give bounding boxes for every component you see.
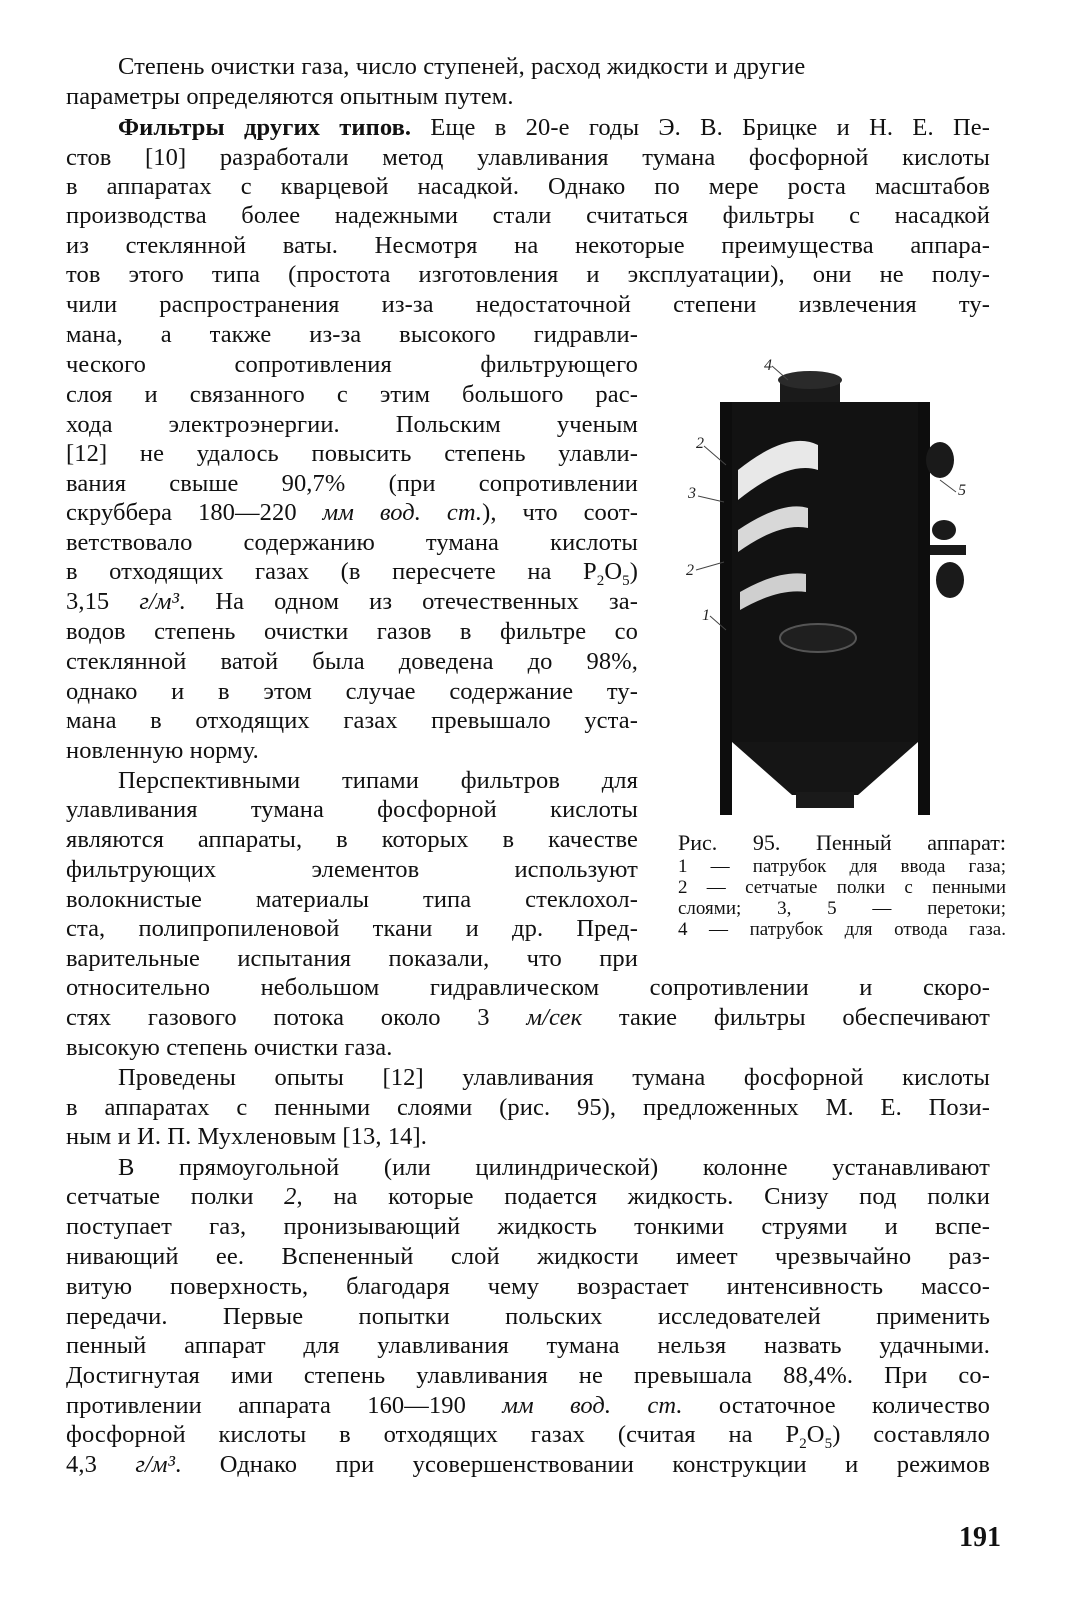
figure-label-4: 4 (764, 357, 772, 374)
figure-label-1: 1 (702, 607, 710, 624)
text-line: Степень очистки газа, число ступеней, расход жидкости и другие (118, 53, 806, 80)
text-line: вания свыше 90,7% (при сопротивлении (66, 470, 638, 497)
text-line (66, 1420, 990, 1450)
unit-text: м/сек (526, 1004, 583, 1031)
drain-pipe (796, 792, 854, 808)
caption-line: 1 — патрубок для ввода газа; (678, 856, 1006, 877)
text-line: слоя и связанного с этим большого рас- (66, 381, 638, 408)
foam-apparatus-figure (668, 330, 1013, 815)
text-span: 3,15 (66, 588, 140, 615)
caption-line: слоями; 3, 5 — перетоки; (678, 898, 1006, 919)
column-cone (732, 742, 918, 795)
text-line: чили распространения из-за недостаточной степени извлечения ту- (66, 291, 990, 318)
text-line: новленную норму. (66, 737, 259, 764)
text-line: ста, полипропиленовой ткани и др. Пред- (66, 915, 638, 942)
figure-label-3: 3 (688, 485, 696, 502)
text-span: . На одном из отечественных за- (179, 588, 638, 615)
overflow-pipe-knob (932, 520, 956, 540)
text-line: в аппаратах с кварцевой насадкой. Однако по мере роста масштабов (66, 173, 990, 200)
text-line (66, 1450, 990, 1480)
text-line: являются аппараты, в которых в качестве (66, 826, 638, 853)
text-span: фосфорной кислоты в отходящих газах (считая на P (66, 1421, 800, 1448)
caption-line: 2 — сетчатые полки с пенными (678, 877, 1006, 898)
text-line: водов степень очистки газов в фильтре со (66, 618, 638, 645)
text-span: O (806, 1421, 825, 1448)
text-line: параметры определяются опытным путем. (66, 83, 514, 110)
text-line: ветствовало содержанию тумана кислоты (66, 529, 638, 556)
column-leg (720, 402, 732, 815)
text-line: фильтрующих элементов используют (66, 856, 638, 883)
text-line: волокнистые материалы типа стеклохол- (66, 886, 638, 913)
paragraph-heading-line (118, 113, 990, 143)
text-line: передачи. Первые попытки польских исследователей применить (66, 1303, 990, 1330)
text-line (66, 587, 638, 617)
text-span: 4,3 (66, 1451, 136, 1478)
text-line: ческого сопротивления фильтрующего (66, 351, 638, 378)
ref-number: 2 (284, 1183, 297, 1210)
text-line: хода электроэнергии. Польским ученым (66, 411, 638, 438)
text-span: . Однако при усовершенствовании конструкции и режимов (175, 1451, 990, 1478)
text-line: в аппаратах с пенными слоями (рис. 95), предложенных М. Е. Пози- (66, 1094, 990, 1121)
text-line: мана, а также из-за высокого гидравли- (66, 321, 638, 348)
subscript: 2 (596, 572, 605, 587)
text-line (66, 1182, 990, 1212)
text-span: Еще в 20-е годы Э. В. Брицке и Н. Е. Пе- (411, 114, 990, 141)
overflow-pipe (930, 545, 966, 555)
caption-line: 4 — патрубок для отвода газа. (678, 919, 1006, 940)
figure-label-2b: 2 (686, 562, 694, 579)
text-line (66, 1003, 990, 1033)
text-line: производства более надежными стали считаться фильтры с насадкой (66, 202, 990, 229)
text-line: относительно небольшом гидравлическом сопротивлении и скоро- (66, 974, 990, 1001)
text-line: тов этого типа (простота изготовления и эксплуатации), они не полу- (66, 261, 990, 288)
text-line: однако и в этом случае содержание ту- (66, 678, 638, 705)
text-span: в отходящих газах (в пересчете на P (66, 558, 597, 585)
text-line: пенный аппарат для улавливания тумана нельзя назвать удачными. (66, 1332, 990, 1359)
text-line: варительные испытания показали, что при (66, 945, 638, 972)
figure-label-5: 5 (958, 482, 966, 499)
text-line: Перспективными типами фильтров для (118, 767, 638, 794)
text-span: ) (629, 558, 638, 585)
overflow-pipe-5 (926, 442, 954, 478)
subscript: 2 (799, 1435, 807, 1450)
text-span: стях газового потока около 3 (66, 1004, 527, 1031)
text-span: ) составляло (832, 1421, 990, 1448)
text-span: O (604, 558, 623, 585)
overflow-pipe-3 (936, 562, 964, 598)
text-line: Достигнутая ими степень улавливания не превышала 88,4%. При со- (66, 1362, 990, 1389)
text-line: улавливания тумана фосфорной кислоты (66, 796, 638, 823)
subscript: 5 (824, 1435, 833, 1450)
text-line: [12] не удалось повысить степень улавли- (66, 440, 638, 467)
leader-line (696, 562, 724, 570)
text-line (66, 557, 638, 587)
column-body (720, 402, 930, 742)
text-line: из стеклянной ваты. Несмотря на некоторые преимущества аппара- (66, 232, 990, 259)
figure-caption (678, 830, 1006, 940)
unit-text: мм вод. ст. (322, 499, 483, 526)
text-line (66, 1391, 990, 1421)
text-line: высокую степень очистки газа. (66, 1034, 393, 1061)
text-span: скруббера 180—220 (66, 499, 323, 526)
text-line: нивающий ее. Вспененный слой жидкости имеет чрезвычайно раз- (66, 1243, 990, 1270)
unit-text: г/м³ (135, 1451, 176, 1478)
unit-text: мм вод. ст. (502, 1392, 683, 1419)
text-span: такие фильтры обеспечивают (582, 1004, 990, 1031)
section-heading: Фильтры других типов. (118, 114, 412, 141)
text-span: противлении аппарата 160—190 (66, 1392, 503, 1419)
figure-label-2: 2 (696, 435, 704, 452)
text-span: ), что соот- (482, 499, 638, 526)
gas-inlet-pipe (780, 624, 856, 652)
leader-line (940, 480, 956, 492)
text-line: стов [10] разработали метод улавливания тумана фосфорной кислоты (66, 144, 990, 171)
page-number: 191 (959, 1522, 1001, 1553)
text-line: В прямоугольной (или цилиндрической) колонне устанавливают (118, 1154, 990, 1181)
text-line: мана в отходящих газах превышало уста- (66, 707, 638, 734)
text-line (66, 498, 638, 528)
text-span: сетчатые полки (66, 1183, 285, 1210)
text-line: Проведены опыты [12] улавливания тумана фосфорной кислоты (118, 1064, 990, 1091)
subscript: 5 (622, 572, 630, 587)
caption-title: Рис. 95. Пенный аппарат: (678, 830, 1006, 855)
text-line: ным и И. П. Мухленовым [13, 14]. (66, 1123, 428, 1150)
text-line: стеклянной ватой была доведена до 98%, (66, 648, 638, 675)
text-line: поступает газ, пронизывающий жидкость тонкими струями и вспе- (66, 1213, 990, 1240)
text-line: витую поверхность, благодаря чему возрастает интенсивность массо- (66, 1273, 990, 1300)
text-span: остаточное количество (682, 1392, 990, 1419)
unit-text: г/м³ (139, 588, 180, 615)
text-span: , на которые подается жидкость. Снизу под полки (296, 1183, 990, 1210)
